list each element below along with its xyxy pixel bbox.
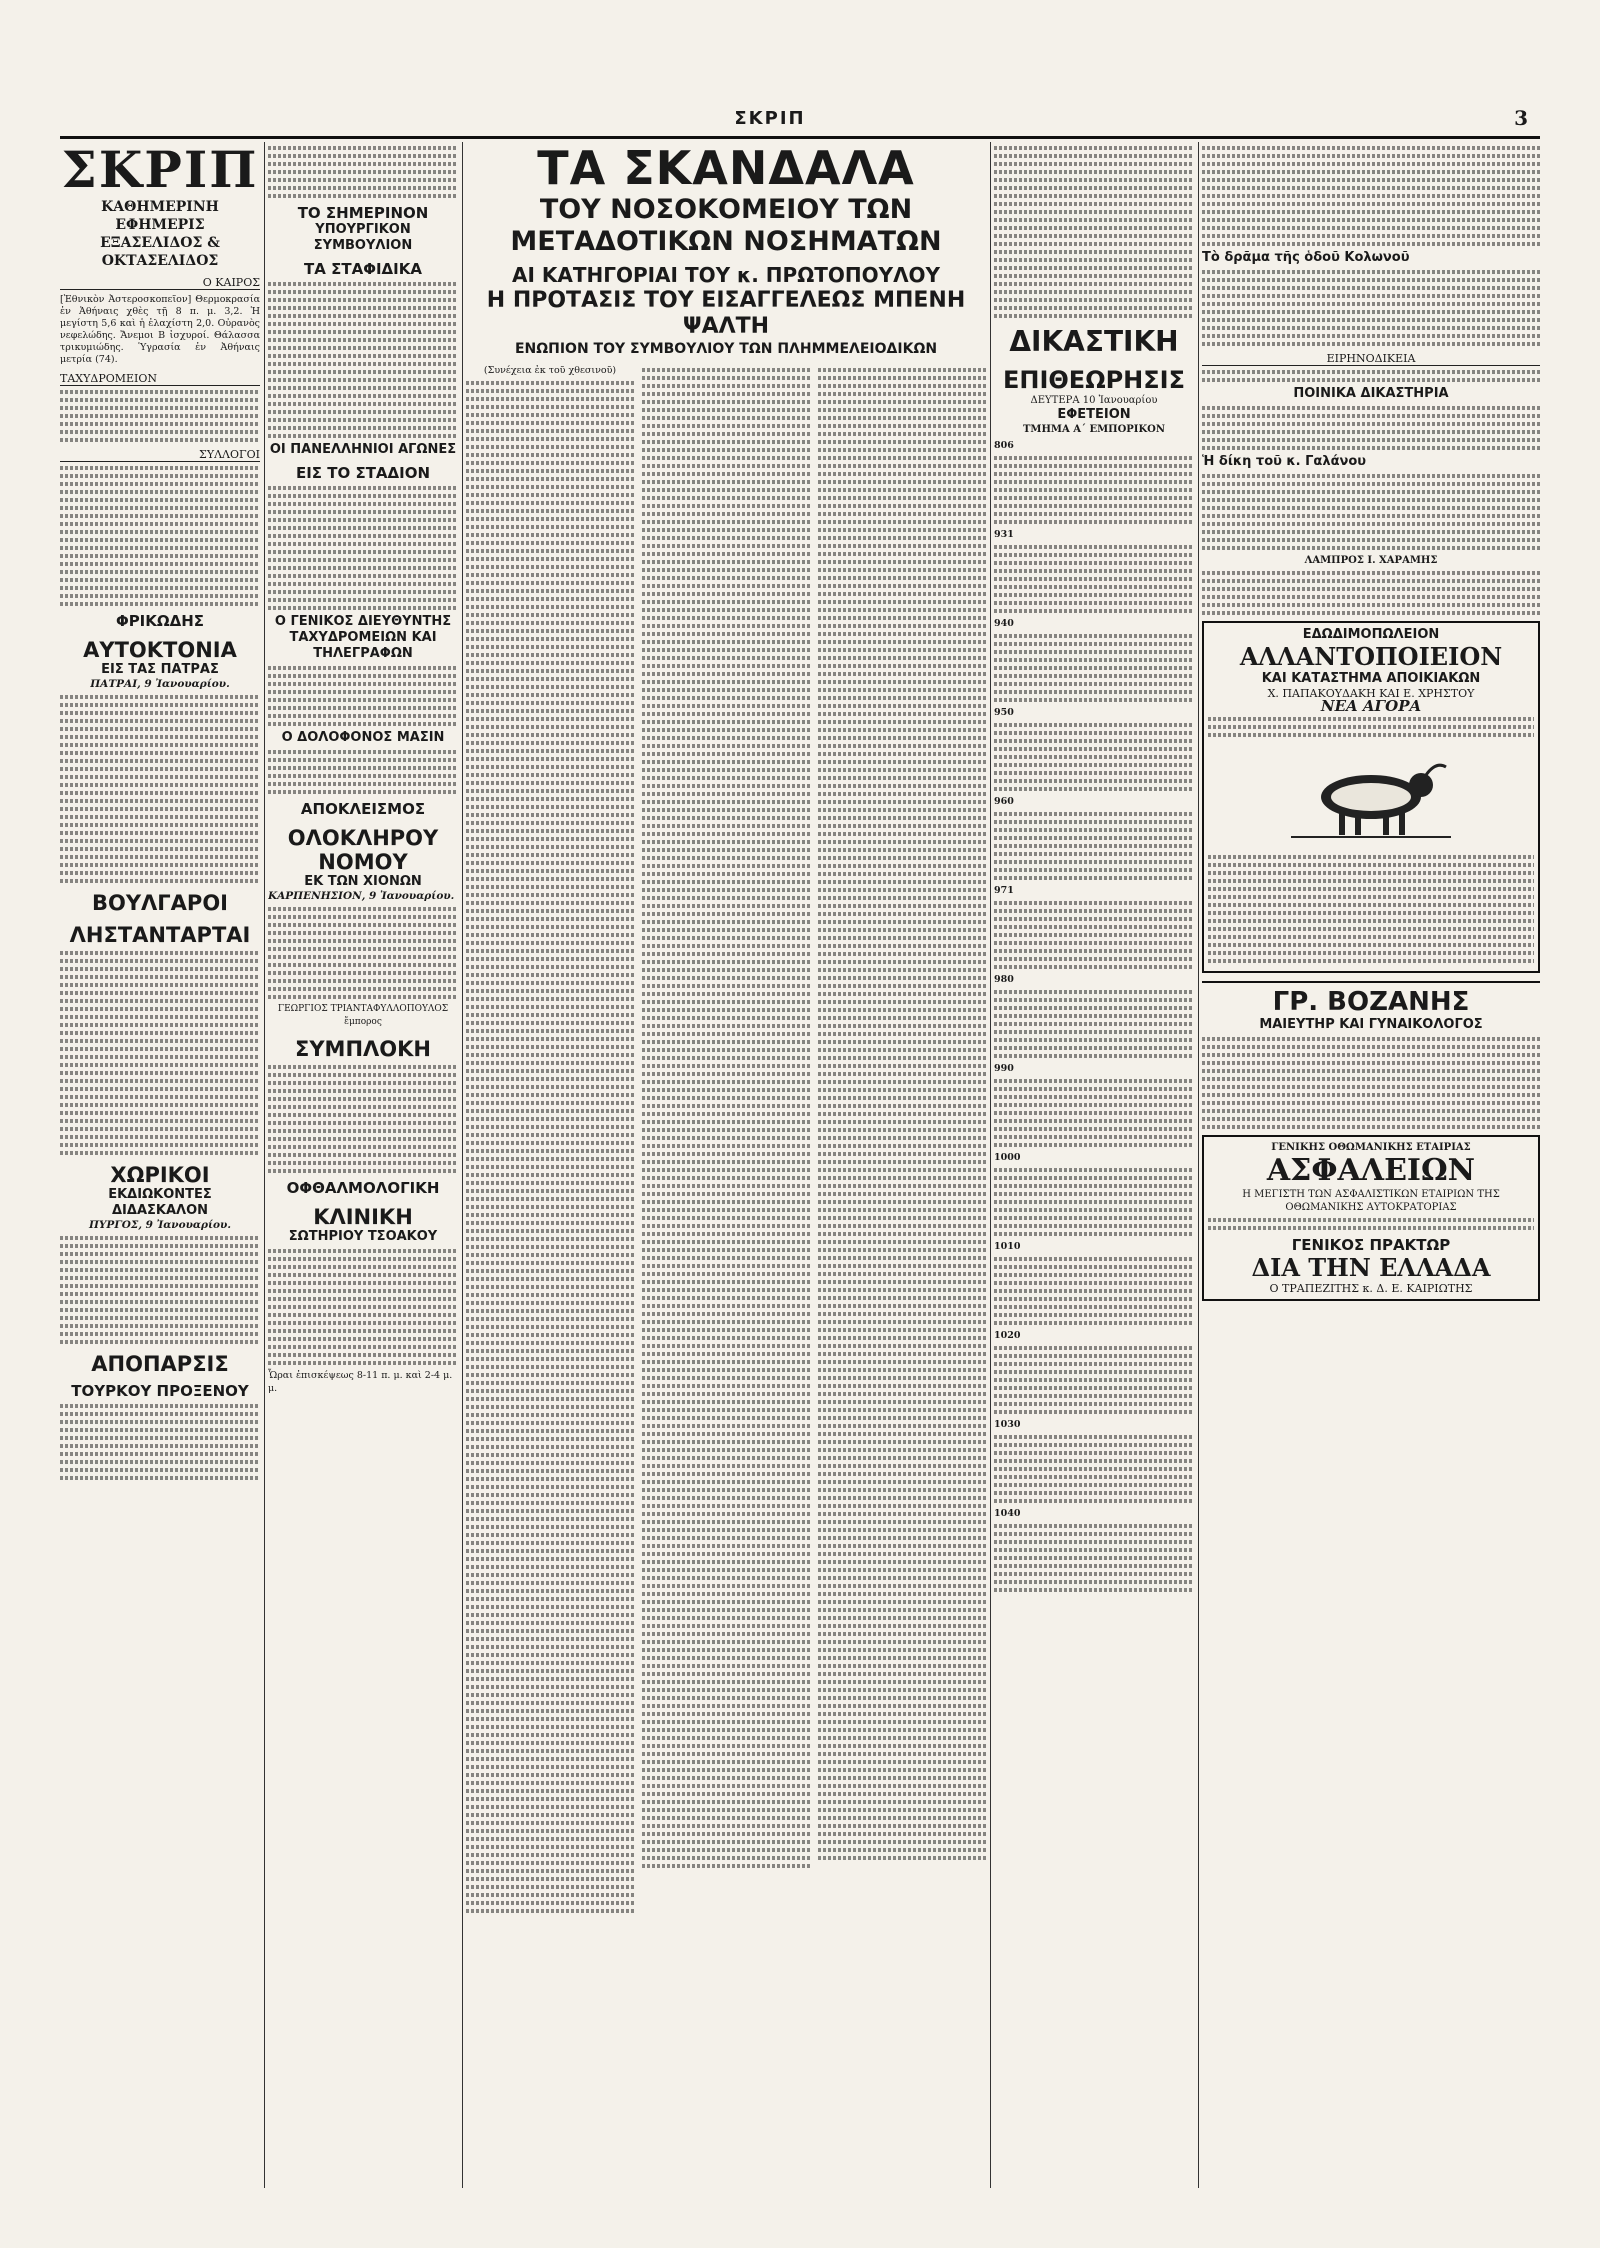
text-block bbox=[1202, 406, 1540, 450]
text-block bbox=[268, 907, 458, 999]
headline: ΦΡΙΚΩΔΗΣ bbox=[115, 612, 205, 630]
article-columns bbox=[466, 364, 986, 1917]
headline: ΧΩΡΙΚΟΙ bbox=[110, 1163, 210, 1187]
ad-lampros: ΛΑΜΠΡΟΣ Ι. ΧΑΡΑΜΗΣ bbox=[1304, 555, 1438, 566]
headline: ΕΔΩΔΙΜΟΠΩΛΕΙΟΝ bbox=[1302, 627, 1440, 642]
ad-text: Ο ΤΡΑΠΕΖΙΤΗΣ κ. Δ. Ε. ΚΑΙΡΙΩΤΗΣ bbox=[1269, 1282, 1473, 1295]
headline: ΟΙ ΠΑΝΕΛΛΗΝΙΟΙ ΑΓΩΝΕΣ bbox=[269, 442, 457, 457]
page-number: 3 bbox=[1514, 106, 1528, 130]
owners: Χ. ΠΑΠΑΚΟΥΔΑΚΗ ΚΑΙ Ε. ΧΡΗΣΤΟΥ bbox=[1267, 687, 1475, 700]
headline: ΣΥΜΠΛΟΚΗ bbox=[295, 1037, 431, 1061]
case-number: 931 bbox=[994, 529, 1014, 540]
text-block bbox=[1202, 146, 1540, 246]
column-divider bbox=[264, 142, 265, 2188]
headline: ΑΛΛΑΝΤΟΠΟΙΕΙΟΝ bbox=[1239, 642, 1503, 671]
text-block bbox=[818, 368, 986, 1860]
text-block bbox=[60, 466, 260, 606]
text-block bbox=[268, 282, 458, 438]
headline: ΑΠΟΠΑΡΣΙΣ bbox=[91, 1352, 229, 1376]
text-block bbox=[1202, 1037, 1540, 1129]
headline: ΓΕΝΙΚΟΣ ΠΡΑΚΤΩΡ bbox=[1291, 1236, 1451, 1254]
case-number: 990 bbox=[994, 1063, 1014, 1074]
text-block bbox=[994, 1079, 1194, 1147]
article-column bbox=[818, 364, 986, 1917]
headline: Ο ΔΟΛΟΦΟΝΟΣ ΜΑΣΙΝ bbox=[281, 730, 445, 745]
dateline: ΠΑΤΡΑΙ, 9 Ἰανουαρίου. bbox=[90, 678, 230, 690]
subheadline: ΕΝΩΠΙΟΝ ΤΟΥ ΣΥΜΒΟΥΛΙΟΥ ΤΩΝ ΠΛΗΜΜΕΛΕΙΟΔΙΚΩΝ bbox=[514, 341, 938, 357]
text-block bbox=[268, 146, 458, 198]
case-number: 940 bbox=[994, 618, 1014, 629]
case-number: 980 bbox=[994, 974, 1014, 985]
headline: ΣΩΤΗΡΙΟΥ ΤΣΟΑΚΟΥ bbox=[288, 1229, 438, 1244]
headline: Τὸ δρᾶμα τῆς ὁδοῦ Κολωνοῦ bbox=[1202, 250, 1410, 265]
headline: ΠΟΙΝΙΚΑ ΔΙΚΑΣΤΗΡΙΑ bbox=[1293, 386, 1449, 401]
text-block bbox=[994, 990, 1194, 1058]
subheadline: ΑΙ ΚΑΤΗΓΟΡΙΑΙ ΤΟΥ κ. ΠΡΩΤΟΠΟΥΛΟΥ bbox=[511, 263, 941, 287]
case-number: 960 bbox=[994, 796, 1014, 807]
headline: ΤΑ ΣΤΑΦΙΔΙΚΑ bbox=[304, 260, 422, 278]
text-block bbox=[60, 951, 260, 1155]
logo-subtitle: ΚΑΘΗΜΕΡΙΝΗ ΕΦΗΜΕΡΙΣ bbox=[101, 199, 219, 233]
section-syllogoi: ΣΥΛΛΟΓΟΙ bbox=[60, 448, 260, 462]
section-kairos: Ο ΚΑΙΡΟΣ bbox=[60, 276, 260, 290]
headline: ΟΦΘΑΛΜΟΛΟΓΙΚΗ bbox=[286, 1179, 440, 1197]
column-divider bbox=[1198, 142, 1199, 2188]
case-number: 806 bbox=[994, 440, 1014, 451]
headline: ΤΟ ΣΗΜΕΡΙΝΟΝ bbox=[297, 204, 429, 222]
ad-allantopoieion bbox=[1202, 621, 1540, 973]
text-block bbox=[268, 1065, 458, 1173]
column-4 bbox=[994, 142, 1194, 2188]
date: ΔΕΥΤΕΡΑ 10 Ἰανουαρίου bbox=[1030, 395, 1158, 406]
headline: Ἡ δίκη τοῦ κ. Γαλάνου bbox=[1202, 454, 1367, 469]
headline: ΚΑΙ ΚΑΤΑΣΤΗΜΑ ΑΠΟΙΚΙΑΚΩΝ bbox=[1261, 671, 1481, 686]
text-block bbox=[1208, 855, 1534, 963]
case-number: 1000 bbox=[994, 1152, 1021, 1163]
text-block bbox=[268, 666, 458, 726]
top-rule bbox=[60, 136, 1540, 139]
text-block bbox=[1202, 474, 1540, 550]
headline: ΓΕΝΙΚΗΣ ΟΘΩΜΑΝΙΚΗΣ ΕΤΑΙΡΙΑΣ bbox=[1271, 1142, 1471, 1153]
subheadline: ΤΜΗΜΑ Α΄ ΕΜΠΟΡΙΚΟΝ bbox=[1022, 424, 1166, 435]
text-block bbox=[994, 901, 1194, 969]
article-column bbox=[642, 364, 810, 1917]
case-number: 1020 bbox=[994, 1330, 1021, 1341]
text-block bbox=[994, 146, 1194, 318]
section-eirinodikeia: ΕΙΡΗΝΟΔΙΚΕΙΑ bbox=[1202, 352, 1540, 366]
text-block bbox=[1202, 270, 1540, 346]
main-headline: ΤΑ ΣΚΑΝΔΑΛΑ bbox=[537, 142, 915, 195]
headline: ΝΕΑ ΑΓΟΡΑ bbox=[1320, 697, 1422, 715]
case-number: 1030 bbox=[994, 1419, 1021, 1430]
goat-illustration-icon bbox=[1271, 749, 1471, 839]
case-number: 1010 bbox=[994, 1241, 1021, 1252]
headline: ΜΑΙΕΥΤΗΡ ΚΑΙ ΓΥΝΑΙΚΟΛΟΓΟΣ bbox=[1259, 1017, 1483, 1032]
text-block bbox=[60, 390, 260, 442]
text-block bbox=[1202, 370, 1540, 382]
headline: ΔΙΚΑΣΤΙΚΗ bbox=[1009, 325, 1179, 358]
text-block bbox=[994, 723, 1194, 791]
dateline: ΠΥΡΓΟΣ, 9 Ἰανουαρίου. bbox=[89, 1219, 231, 1231]
headline: ΥΠΟΥΡΓΙΚΟΝ ΣΥΜΒΟΥΛΙΟΝ bbox=[313, 222, 413, 253]
headline: ΕΚ ΤΩΝ ΧΙΟΝΩΝ bbox=[304, 874, 422, 889]
headline: ΕΙΣ ΤΑΣ ΠΑΤΡΑΣ bbox=[101, 662, 219, 677]
column-divider bbox=[462, 142, 463, 2188]
headline: ΤΑΧΥΔΡΟΜΕΙΩΝ ΚΑΙ ΤΗΛΕΓΡΑΦΩΝ bbox=[289, 630, 437, 661]
column-2 bbox=[268, 142, 458, 2188]
dateline: ΚΑΡΠΕΝΗΣΙΟΝ, 9 Ἰανουαρίου. bbox=[268, 890, 455, 902]
text-block bbox=[268, 1249, 458, 1365]
text-block bbox=[994, 545, 1194, 613]
text-block bbox=[268, 750, 458, 794]
subheadline: Η ΠΡΟΤΑΣΙΣ ΤΟΥ ΕΙΣΑΓΓΕΛΕΩΣ ΜΠΕΝΗ ΨΑΛΤΗ bbox=[486, 288, 966, 339]
text-block bbox=[268, 486, 458, 610]
headline: ΑΠΟΚΛΕΙΣΜΟΣ bbox=[300, 800, 426, 818]
text-block bbox=[1202, 571, 1540, 615]
headline: ΓΡ. ΒΟΖΑΝΗΣ bbox=[1202, 981, 1540, 1017]
headline: ΚΛΙΝΙΚΗ bbox=[313, 1205, 413, 1229]
headline: ΔΙΑ ΤΗΝ ΕΛΛΑΔΑ bbox=[1251, 1253, 1491, 1282]
text-block bbox=[994, 634, 1194, 702]
text-block bbox=[994, 1435, 1194, 1503]
text-block bbox=[994, 456, 1194, 524]
ad-asfaleion bbox=[1202, 1135, 1540, 1301]
text-block bbox=[994, 1524, 1194, 1592]
case-list bbox=[994, 439, 1194, 1592]
continued-note: (Συνέχεια ἐκ τοῦ χθεσινοῦ) bbox=[483, 365, 617, 376]
text-block bbox=[1208, 717, 1534, 737]
case-number: 1040 bbox=[994, 1508, 1021, 1519]
headline: ΕΚΔΙΩΚΟΝΤΕΣ ΔΙΔΑΣΚΑΛΟΝ bbox=[108, 1187, 212, 1218]
footer-line: Ὧραι ἐπισκέψεως 8-11 π. μ. καὶ 2-4 μ. μ. bbox=[268, 1370, 453, 1394]
case-number: 950 bbox=[994, 707, 1014, 718]
text-block bbox=[994, 1257, 1194, 1325]
headline: ΑΣΦΑΛΕΙΩΝ bbox=[1266, 1153, 1476, 1188]
text-block bbox=[60, 1404, 260, 1480]
column-1 bbox=[60, 142, 260, 2188]
text-block bbox=[994, 1168, 1194, 1236]
headline: ΒΟΥΛΓΑΡΟΙ bbox=[91, 891, 228, 915]
case-number: 971 bbox=[994, 885, 1014, 896]
text-block bbox=[642, 368, 810, 1868]
text-block bbox=[994, 1346, 1194, 1414]
headline: ΑΥΤΟΚΤΟΝΙΑ bbox=[83, 638, 237, 662]
weather-text: [Ἐθνικὸν Ἀστεροσκοπεῖον] Θερμοκρασία ἐν Ἀθήναις χθὲς τῇ 8 π. μ. 3,2. Ἡ μεγίστη 5,6 καὶ ἡ ἐλαχίστη 2,0. Οὐρανὸς νεφελώδης. Ἄνεμοι Β ἰσχυροί. Θάλασσα τρικυμιώδης. Ὑγρασία ἐν Ἀθήναις μετρία (74). bbox=[60, 294, 260, 365]
subheadline: ΤΟΥ ΝΟΣΟΚΟΜΕΙΟΥ ΤΩΝ ΜΕΤΑΔΟΤΙΚΩΝ ΝΟΣΗΜΑΤΩΝ bbox=[510, 194, 942, 257]
masthead: ΣΚΡΙΠ bbox=[734, 108, 806, 129]
column-divider bbox=[990, 142, 991, 2188]
column-5 bbox=[1202, 142, 1540, 2188]
headline: ΕΠΙΘΕΩΡΗΣΙΣ bbox=[1002, 366, 1185, 394]
ad-text: Η ΜΕΓΙΣΤΗ ΤΩΝ ΑΣΦΑΛΙΣΤΙΚΩΝ ΕΤΑΙΡΙΩΝ ΤΗΣ ΟΘΩΜΑΝΙΚΗΣ ΑΥΤΟΚΡΑΤΟΡΙΑΣ bbox=[1242, 1189, 1500, 1213]
logo-subtitle-2: ΕΞΑΣΕΛΙΔΟΣ & ΟΚΤΑΣΕΛΙΔΟΣ bbox=[100, 235, 220, 269]
section-tachydromeion: ΤΑΧΥΔΡΟΜΕΙΟΝ bbox=[60, 372, 260, 386]
text-block bbox=[60, 1236, 260, 1344]
headline: ΤΟΥΡΚΟΥ ΠΡΟΞΕΝΟΥ bbox=[71, 1382, 249, 1400]
logo: ΣΚΡΙΠ bbox=[61, 142, 259, 199]
headline: ΟΛΟΚΛΗΡΟΥ ΝΟΜΟΥ bbox=[287, 826, 439, 874]
headline: ΕΦΕΤΕΙΟΝ bbox=[1057, 407, 1131, 422]
text-block bbox=[60, 695, 260, 883]
headline: ΕΙΣ ΤΟ ΣΤΑΔΙΟΝ bbox=[295, 464, 431, 482]
text-block bbox=[1208, 1218, 1534, 1230]
headline: Ο ΓΕΝΙΚΟΣ ΔΙΕΥΘΥΝΤΗΣ bbox=[274, 614, 452, 629]
text-block bbox=[994, 812, 1194, 880]
headline: ΛΗΣΤΑΝΤΑΡΤΑΙ bbox=[69, 923, 251, 947]
signature: ΓΕΩΡΓΙΟΣ ΤΡΙΑΝΤΑΦΥΛΛΟΠΟΥΛΟΣ ἔμπορος bbox=[277, 1004, 449, 1027]
center-article bbox=[466, 142, 986, 2188]
text-block bbox=[466, 381, 634, 1913]
article-column bbox=[466, 364, 634, 1917]
